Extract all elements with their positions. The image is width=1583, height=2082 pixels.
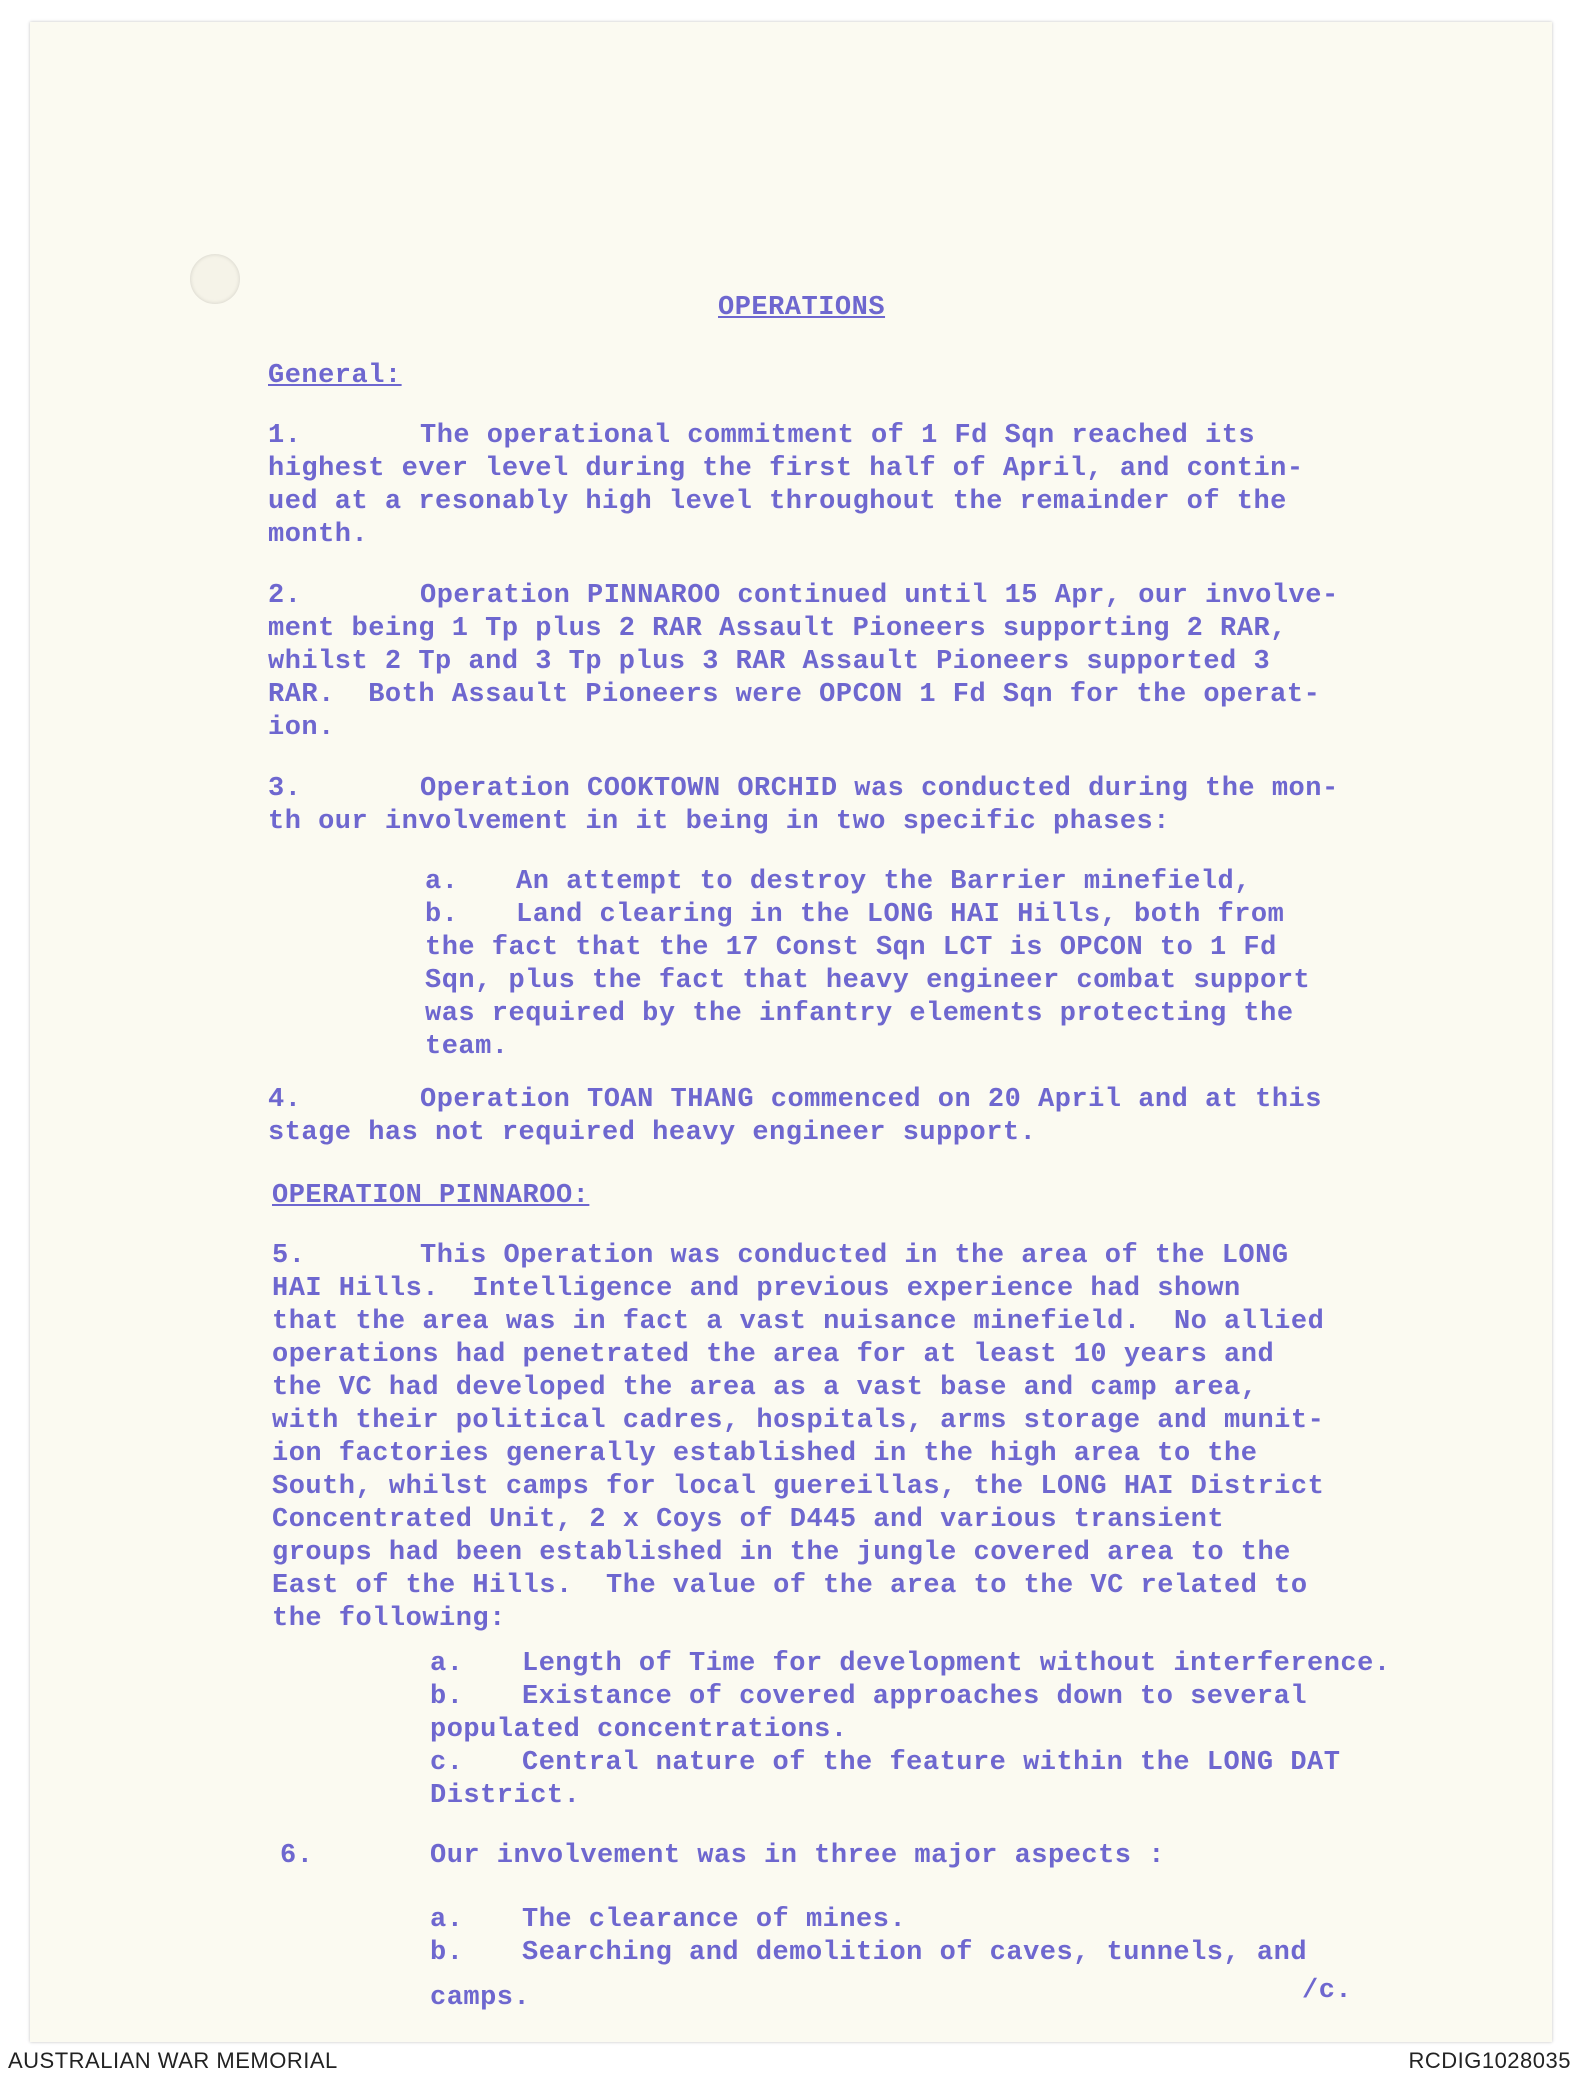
paragraph-line: ion factories generally established in the high area to the <box>272 1439 1258 1469</box>
paragraph-line: the following: <box>272 1604 506 1634</box>
paragraph-line: highest ever level during the first half of April, and contin- <box>268 454 1304 484</box>
paragraph-line: ion. <box>268 713 335 743</box>
paragraph-line: Operation COOKTOWN ORCHID was conducted during the mon- <box>420 774 1339 804</box>
footer-institution: AUSTRALIAN WAR MEMORIAL <box>8 2048 338 2073</box>
paragraph-line: The operational commitment of 1 Fd Sqn reached its <box>420 421 1256 451</box>
subitem-letter: b. <box>425 900 459 930</box>
subitem-line: team. <box>425 1032 509 1062</box>
paragraph-line: that the area was in fact a vast nuisance minefield. No allied <box>272 1307 1325 1337</box>
paragraph-number: 5. <box>272 1241 306 1271</box>
paragraph-number: 2. <box>268 581 302 611</box>
paragraph-line: Operation TOAN THANG commenced on 20 April and at this <box>420 1085 1322 1115</box>
subitem-letter: b. <box>430 1682 464 1712</box>
subitem-line: Length of Time for development without interference. <box>522 1649 1391 1679</box>
paragraph-line: South, whilst camps for local guereillas, the LONG HAI District <box>272 1472 1325 1502</box>
punch-hole <box>190 254 240 304</box>
subitem-line: District. <box>430 1781 581 1811</box>
subitem-letter: a. <box>430 1649 464 1679</box>
paragraph-line: the VC had developed the area as a vast base and camp area, <box>272 1373 1258 1403</box>
paragraph-line: ued at a resonably high level throughout the remainder of the <box>268 487 1287 517</box>
subitem-line: Searching and demolition of caves, tunnels, and <box>522 1938 1308 1968</box>
paragraph-line: HAI Hills. Intelligence and previous experience had shown <box>272 1274 1241 1304</box>
document-title: OPERATIONS <box>718 293 886 323</box>
paragraph-line: Concentrated Unit, 2 x Coys of D445 and various transient <box>272 1505 1225 1535</box>
subitem-line: the fact that the 17 Const Sqn LCT is OPCON to 1 Fd <box>425 933 1277 963</box>
paragraph-number: 3. <box>268 774 302 804</box>
subitem-line: populated concentrations. <box>430 1715 848 1745</box>
paragraph-line: month. <box>268 520 369 550</box>
paragraph-line: whilst 2 Tp and 3 Tp plus 3 RAR Assault Pioneers supported 3 <box>268 647 1271 677</box>
paragraph-line: RAR. Both Assault Pioneers were OPCON 1 Fd Sqn for the operat- <box>268 680 1321 710</box>
subitem-line: Existance of covered approaches down to several <box>522 1682 1308 1712</box>
paragraph-line: groups had been established in the jungle covered area to the <box>272 1538 1291 1568</box>
paragraph-line: Our involvement was in three major aspects : <box>430 1841 1165 1871</box>
paragraph-line: with their political cadres, hospitals, arms storage and munit- <box>272 1406 1325 1436</box>
subitem-letter: c. <box>430 1748 464 1778</box>
subitem-line: Land clearing in the LONG HAI Hills, both from <box>516 900 1285 930</box>
continuation-marker: /c. <box>1302 1976 1353 2006</box>
subitem-letter: a. <box>430 1905 464 1935</box>
paragraph-line: th our involvement in it being in two specific phases: <box>268 807 1170 837</box>
paragraph-line: This Operation was conducted in the area of the LONG <box>420 1241 1289 1271</box>
paragraph-number: 6. <box>280 1841 314 1871</box>
paragraph-line: operations had penetrated the area for at least 10 years and <box>272 1340 1275 1370</box>
subitem-letter: b. <box>430 1938 464 1968</box>
subitem-letter: a. <box>425 867 459 897</box>
paragraph-line: East of the Hills. The value of the area to the VC related to <box>272 1571 1308 1601</box>
subitem-line: camps. <box>430 1983 531 2013</box>
subitem-line: An attempt to destroy the Barrier minefield, <box>516 867 1251 897</box>
paragraph-number: 4. <box>268 1085 302 1115</box>
paragraph-line: Operation PINNAROO continued until 15 Apr, our involve- <box>420 581 1339 611</box>
subitem-line: Central nature of the feature within the LONG DAT <box>522 1748 1341 1778</box>
paragraph-line: ment being 1 Tp plus 2 RAR Assault Pioneers supporting 2 RAR, <box>268 614 1287 644</box>
footer-record-id: RCDIG1028035 <box>1408 2048 1571 2073</box>
paragraph-number: 1. <box>268 421 302 451</box>
subitem-line: Sqn, plus the fact that heavy engineer combat support <box>425 966 1311 996</box>
subitem-line: The clearance of mines. <box>522 1905 907 1935</box>
section-heading-pinnaroo: OPERATION PINNAROO: <box>272 1181 590 1211</box>
section-heading-general: General: <box>268 361 402 391</box>
subitem-line: was required by the infantry elements protecting the <box>425 999 1294 1029</box>
paragraph-line: stage has not required heavy engineer support. <box>268 1118 1037 1148</box>
